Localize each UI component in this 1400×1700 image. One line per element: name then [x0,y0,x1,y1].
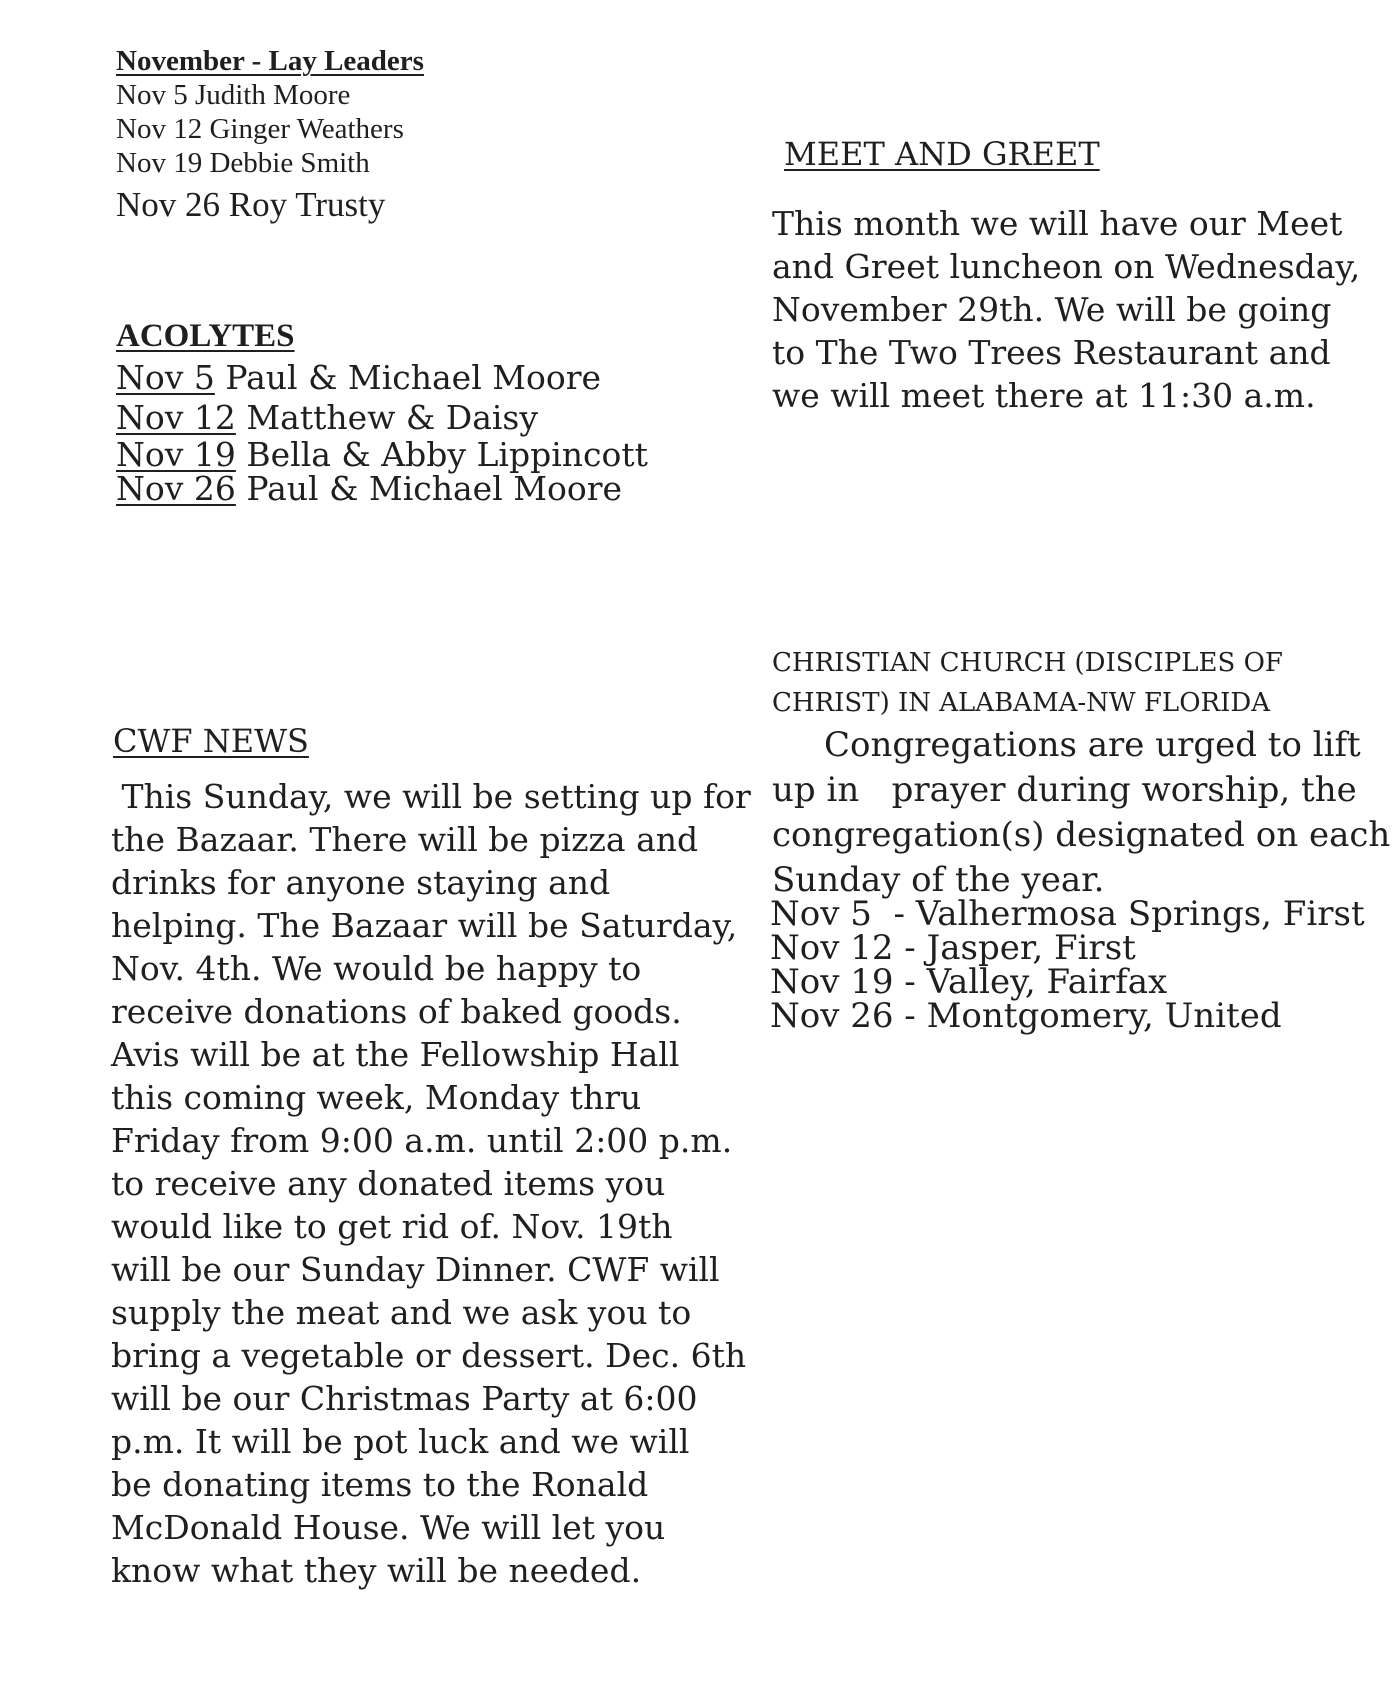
cwf-line: would like to get rid of. Nov. 19th [111,1207,673,1246]
lay-leader-entry: Nov 5 Judith Moore [116,79,351,111]
cwf-line: know what they will be needed. [111,1551,642,1590]
cwf-line: will be our Christmas Party at 6:00 [111,1379,698,1418]
christian-church-heading [772,643,1283,723]
acolyte-entry [116,435,648,474]
christian-church-line: Sunday of the year. [772,860,1105,900]
lay-leader-entry: Nov 19 Debbie Smith [116,147,370,179]
cwf-news-body [111,775,751,1592]
meet-greet-body [772,202,1372,417]
meet-greet-title: MEET AND GREET [784,135,1100,173]
acolyte-names: Paul & Michael Moore [225,358,602,397]
cwf-line: Friday from 9:00 a.m. until 2:00 p.m. [111,1121,733,1160]
cwf-line: this coming week, Monday thru [111,1078,642,1117]
christian-church-line: up in prayer during worship, the [772,770,1357,810]
cwf-news-title: CWF NEWS [113,722,309,760]
acolytes-title: ACOLYTES [116,318,295,354]
acolyte-entry [116,358,648,398]
cwf-line: Avis will be at the Fellowship Hall [111,1035,680,1074]
meet-greet-line: to The Two Trees Restaurant and [772,333,1331,372]
meet-greet-line: and Greet luncheon on Wednesday, [772,247,1361,286]
acolyte-entry [116,469,648,508]
acolytes-list [116,358,648,506]
cwf-line: drinks for anyone staying and [111,863,611,902]
cwf-line: bring a vegetable or dessert. Dec. 6th [111,1336,747,1375]
lay-leader-entry: Nov 12 Ginger Weathers [116,113,404,145]
cwf-line: receive donations of baked goods. [111,992,682,1031]
acolyte-date: Nov 5 [116,358,215,397]
acolyte-names: Matthew & Daisy [246,398,539,437]
christian-church-heading-line: CHRIST) IN ALABAMA-NW FLORIDA [772,688,1270,718]
christian-church-line: congregation(s) designated on each [772,815,1391,855]
acolyte-date: Nov 19 [116,435,236,474]
lay-leaders-title: November - Lay Leaders [116,45,424,77]
acolyte-date: Nov 12 [116,398,236,437]
acolyte-names: Bella & Abby Lippincott [246,435,648,474]
cwf-line: to receive any donated items you [111,1164,666,1203]
schedule-entry: Nov 12 - Jasper, First [770,928,1136,968]
lay-leaders-list [116,78,404,227]
congregation-schedule [770,894,1365,1036]
cwf-line: be donating items to the Ronald [111,1465,649,1504]
cwf-line: Nov. 4th. We would be happy to [111,949,642,988]
cwf-line: supply the meat and we ask you to [111,1293,692,1332]
lay-leader-entry: Nov 26 Roy Trusty [116,185,386,224]
meet-greet-line: we will meet there at 11:30 a.m. [772,376,1316,415]
schedule-entry: Nov 26 - Montgomery, United [770,996,1282,1036]
cwf-line: This Sunday, we will be setting up for [111,777,751,816]
cwf-line: helping. The Bazaar will be Saturday, [111,906,738,945]
schedule-entry: Nov 19 - Valley, Fairfax [770,962,1168,1002]
schedule-entry: Nov 5 - Valhermosa Springs, First [770,894,1365,934]
acolyte-names: Paul & Michael Moore [246,469,623,508]
cwf-line: will be our Sunday Dinner. CWF will [111,1250,720,1289]
christian-church-body [772,723,1392,903]
meet-greet-line: This month we will have our Meet [772,204,1343,243]
acolyte-date: Nov 26 [116,469,236,508]
meet-greet-line: November 29th. We will be going [772,290,1332,329]
cwf-line: the Bazaar. There will be pizza and [111,820,699,859]
cwf-line: p.m. It will be pot luck and we will [111,1422,690,1461]
christian-church-heading-line: CHRISTIAN CHURCH (DISCIPLES OF [772,648,1283,678]
christian-church-line: Congregations are urged to lift [824,725,1361,765]
cwf-line: McDonald House. We will let you [111,1508,666,1547]
acolyte-entry [116,398,648,438]
